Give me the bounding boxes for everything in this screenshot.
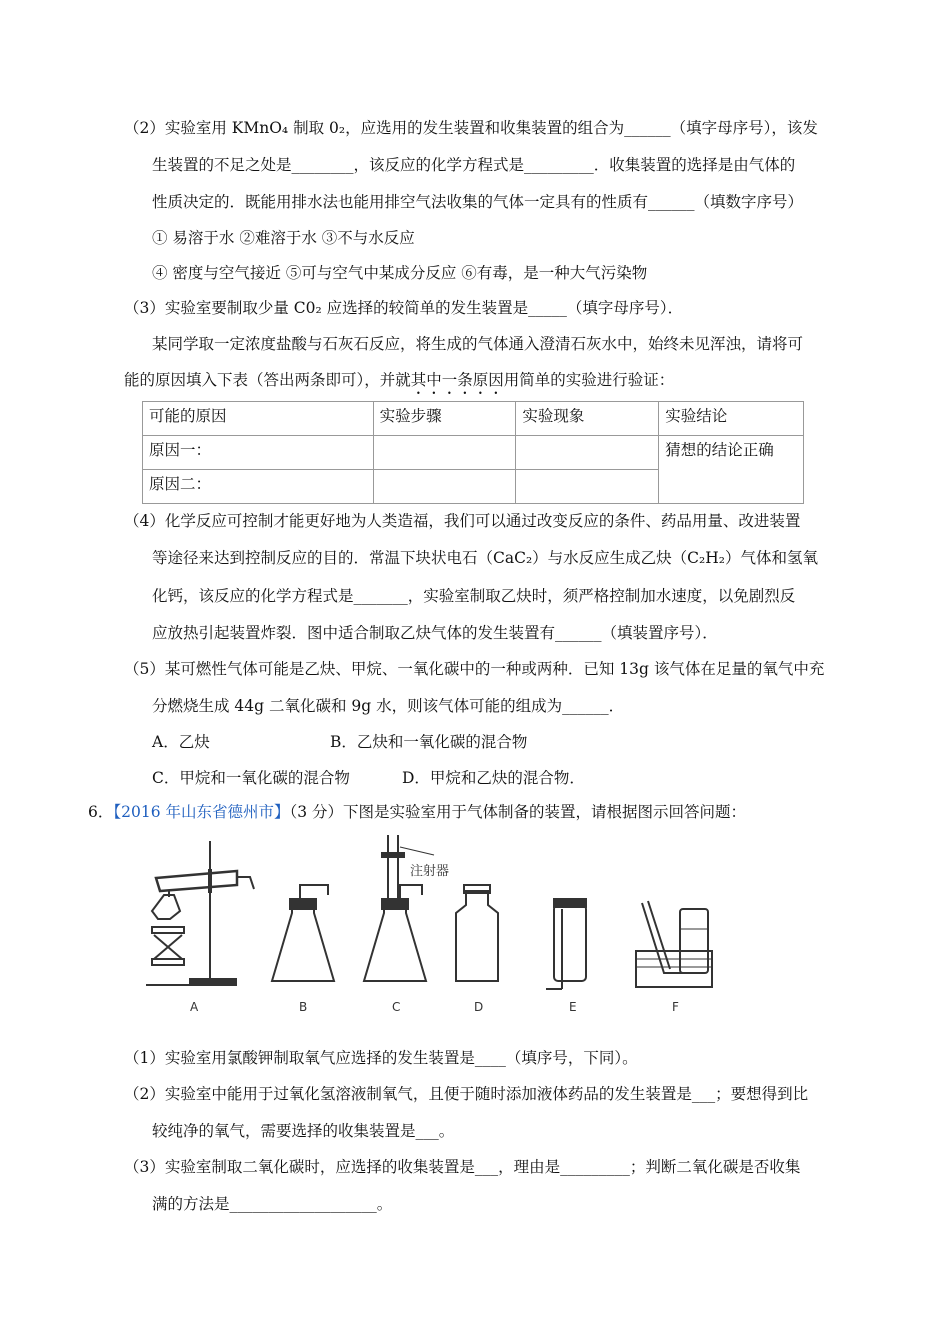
q5-part4-line4: 应放热引起装置炸裂．图中适合制取乙炔气体的发生装置有______（填装置序号）． [152, 624, 718, 642]
q5-part2-options1: ① 易溶于水 ②难溶于水 ③不与水反应 [152, 229, 415, 247]
q5-part3-line1: （3）实验室要制取少量 C0₂ 应选择的较简单的发生装置是_____（填字母序号）． [124, 299, 684, 317]
q5-part3-line3-a: 能的原因填入下表（答出两条即可），并就 [124, 371, 411, 389]
q6-stem-text: （3 分）下图是实验室用于气体制备的装置，请根据图示回答问题： [289, 803, 747, 821]
apparatus-label-c: C [392, 1000, 401, 1014]
q5-part2-line3: 性质决定的．既能用排水法也能用排空气法收集的气体一定具有的性质有______（填数字序号） [152, 193, 804, 211]
apparatus-label-a: A [190, 1000, 199, 1014]
q5-option-d: D．甲烷和乙炔的混合物． [402, 769, 585, 787]
apparatus-d [456, 885, 498, 981]
q5-part2-options2: ④ 密度与空气接近 ⑤可与空气中某成分反应 ⑥有毒，是一种大气污染物 [152, 264, 648, 282]
q6-stem [88, 802, 746, 822]
reason-table [142, 401, 804, 504]
apparatus-a [146, 841, 254, 985]
table-header: 可能的原因 [143, 402, 374, 436]
q5-part2-line2: 生装置的不足之处是________，该反应的化学方程式是_________．收集装置的选择是由气体的 [152, 156, 796, 174]
table-row [143, 436, 804, 470]
apparatus-label-d: D [474, 1000, 484, 1014]
q5-part3-line3 [124, 370, 674, 398]
q5-part4-line1: （4）化学反应可控制才能更好地为人类造福，我们可以通过改变反应的条件、药品用量、改进装置 [124, 512, 801, 530]
q5-part5-line1: （5）某可燃性气体可能是乙炔、甲烷、一氧化碳中的一种或两种．已知 13g 该气体在足量的氧气中充 [124, 660, 825, 678]
q5-option-c: C．甲烷和一氧化碳的混合物 [152, 769, 350, 787]
q6-source: 【2016 年山东省德州市】 [113, 803, 290, 821]
table-cell [516, 470, 659, 504]
apparatus-label-e: E [569, 1000, 577, 1014]
table-cell [373, 436, 516, 470]
apparatus-c [364, 835, 434, 981]
q5-part3-line3-emphasis: 其中一条原因 [410, 371, 504, 389]
q5-option-a: A．乙炔 [152, 733, 210, 751]
q6-sub3-line1: （3）实验室制取二氧化碳时，应选择的收集装置是___，理由是_________；判断二氧化碳是否收集 [124, 1158, 801, 1176]
q5-option-b: B．乙炔和一氧化碳的混合物 [330, 733, 528, 751]
table-header: 实验步骤 [373, 402, 516, 436]
q6-sub2-line1: （2）实验室中能用于过氧化氢溶液制氧气，且便于随时添加液体药品的发生装置是___；要想得到比 [124, 1085, 809, 1103]
q5-part4-line2: 等途径来达到控制反应的目的．常温下块状电石（CaC₂）与水反应生成乙炔（C₂H₂）气体和氢氧 [152, 549, 818, 567]
table-header: 实验现象 [516, 402, 659, 436]
q5-part5-line2: 分燃烧生成 44g 二氧化碳和 9g 水，则该气体可能的组成为______． [152, 697, 625, 715]
table-cell-reason2: 原因二： [143, 470, 374, 504]
table-cell-conclusion: 猜想的结论正确 [659, 436, 804, 504]
table-header: 实验结论 [659, 402, 804, 436]
q6-number: 6． [88, 803, 114, 821]
q6-sub1: （1）实验室用氯酸钾制取氧气应选择的发生装置是____（填序号，下同）。 [124, 1049, 638, 1067]
apparatus-e [546, 899, 586, 989]
q5-part2-line1: （2）实验室用 KMnO₄ 制取 0₂，应选用的发生装置和收集装置的组合为______（填字母序号），该发 [124, 119, 818, 137]
table-cell [373, 470, 516, 504]
q6-sub3-line2: 满的方法是___________________。 [152, 1195, 393, 1213]
table-cell [516, 436, 659, 470]
apparatus-b [272, 885, 334, 981]
table-header-row [143, 402, 804, 436]
apparatus-figure [142, 833, 750, 1023]
q6-sub2-line2: 较纯净的氧气，需要选择的收集装置是___。 [152, 1122, 455, 1140]
apparatus-label-b: B [299, 1000, 308, 1014]
apparatus-label-f: F [672, 1000, 679, 1014]
q5-part3-line3-c: 用简单的实验进行验证： [503, 371, 675, 389]
q5-part3-line2: 某同学取一定浓度盐酸与石灰石反应，将生成的气体通入澄清石灰水中，始终未见浑浊，请将可 [152, 335, 804, 353]
q5-part4-line3: 化钙，该反应的化学方程式是_______，实验室制取乙炔时，须严格控制加水速度，以免剧烈反 [152, 587, 796, 605]
table-cell-reason1: 原因一： [143, 436, 374, 470]
syringe-label: 注射器 [410, 864, 450, 879]
apparatus-f [636, 901, 712, 987]
